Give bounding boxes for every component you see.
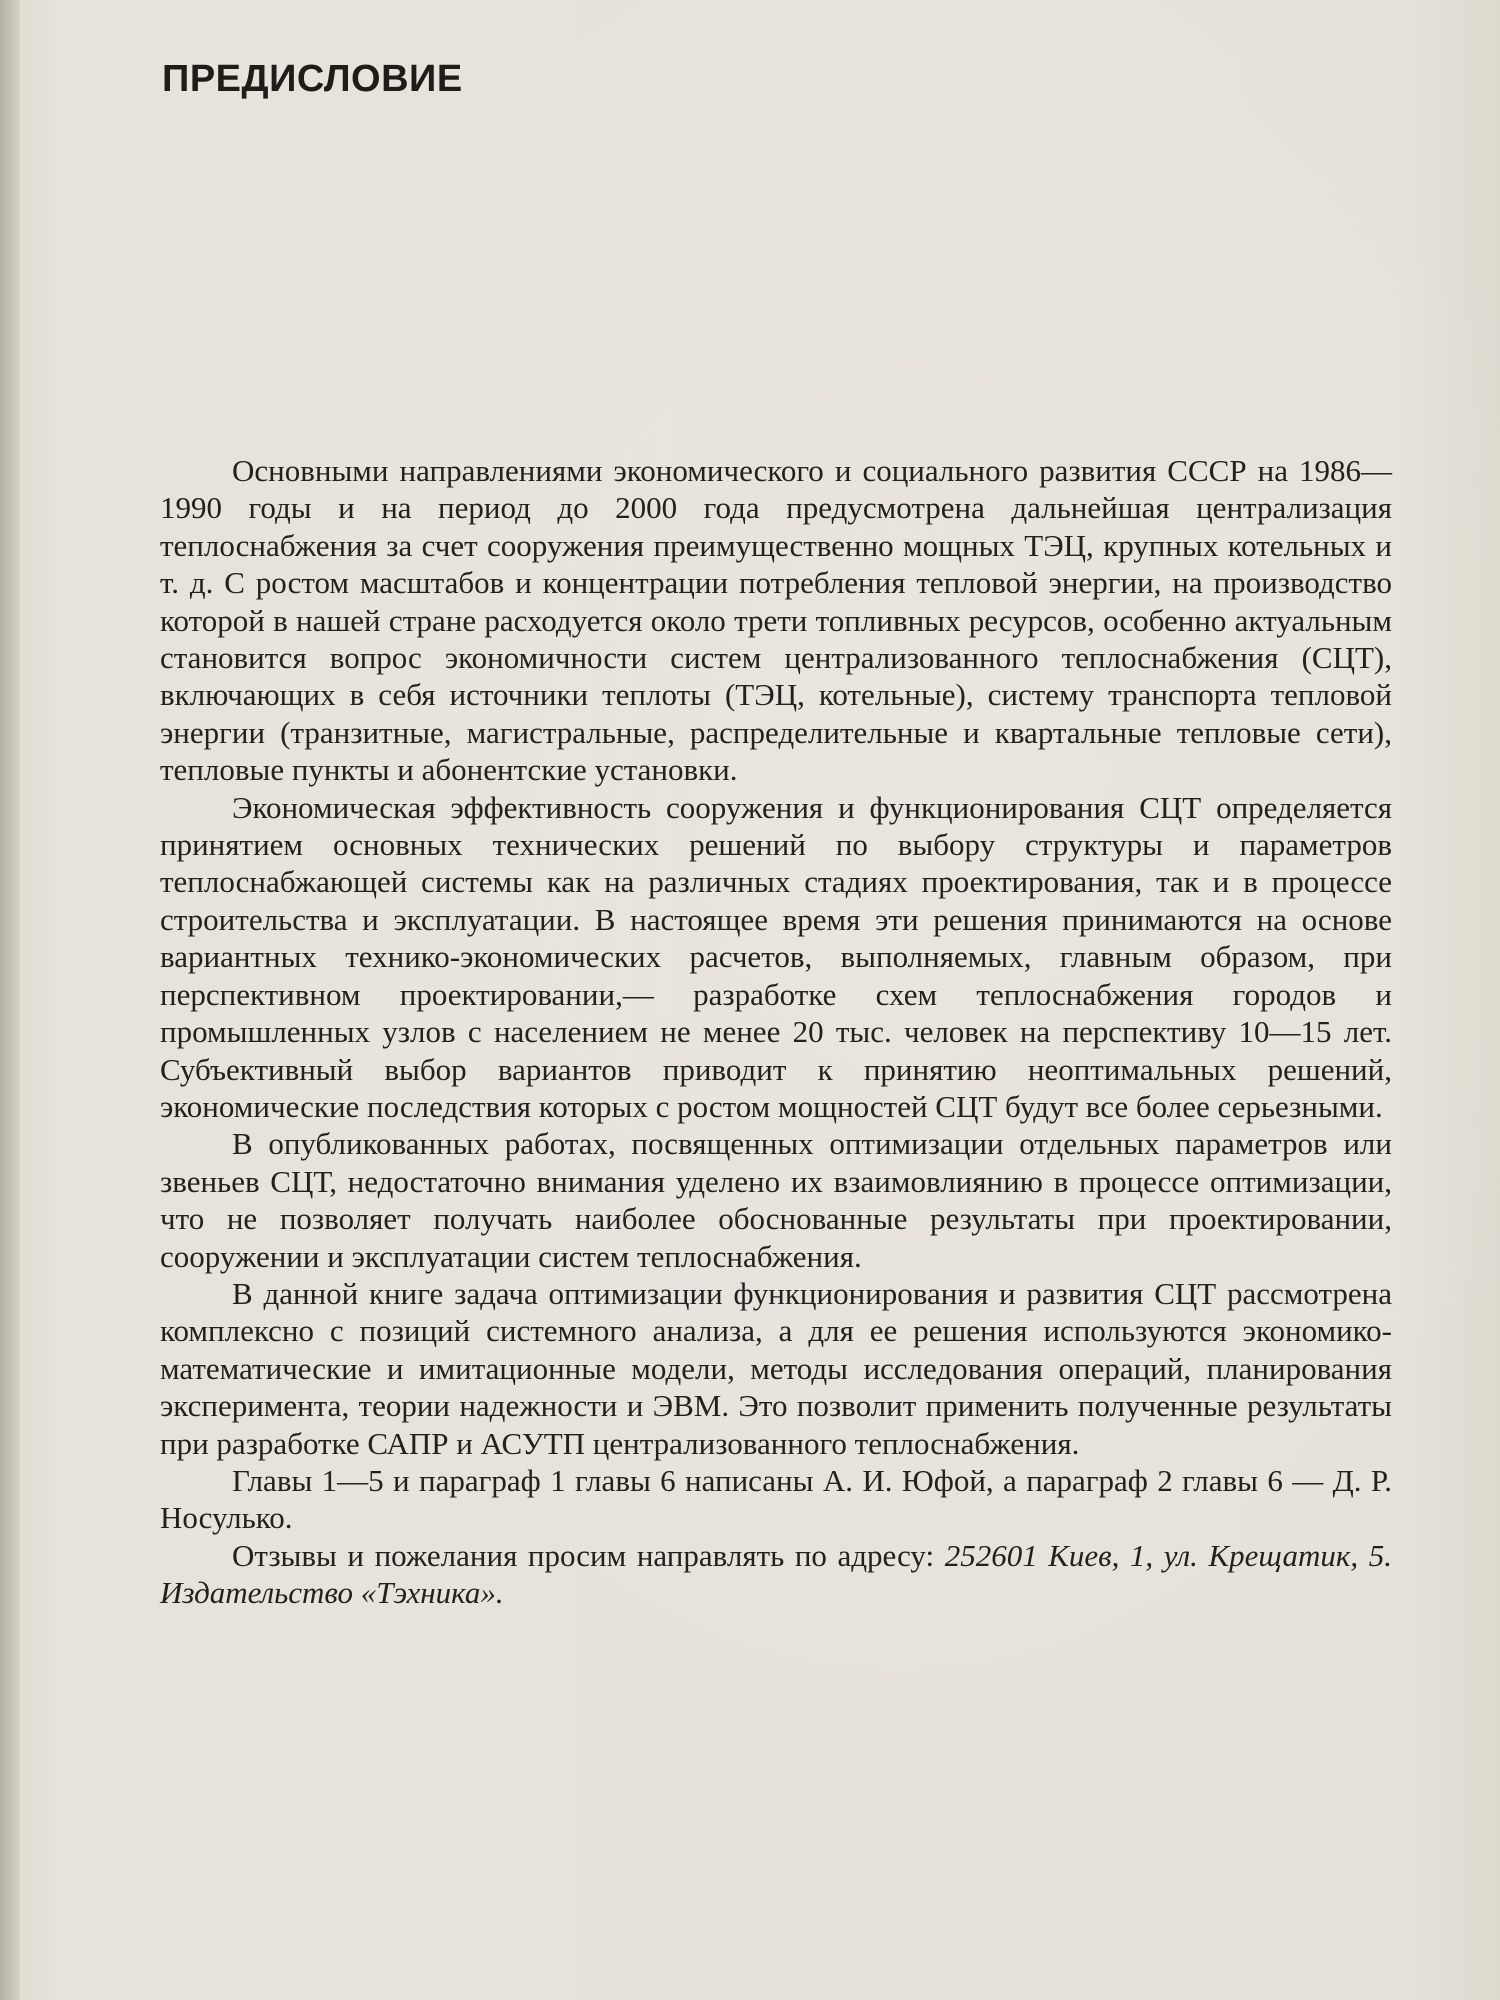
- page-heading: ПРЕДИСЛОВИЕ: [162, 58, 463, 100]
- paragraph-2: Экономическая эффективность сооружения и функционирования СЦТ определяется принятием основных технических решений по выбору структуры и параметров теплоснабжающей системы как на различных стадиях проектирования, так и в процессе строительства и эксплуатации. В настоящее время эти решения принимаются на основе вариантных технико-экономических расчетов, выполняемых, главным образом, при перспективном проектировании,— разработке схем теплоснабжения городов и промышленных узлов с населением не менее 20 тыс. человек на перспективу 10—15 лет. Субъективный выбор вариантов приводит к принятию неоптимальных решений, экономические последствия которых с ростом мощностей СЦТ будут все более серьезными.: [160, 789, 1392, 1124]
- paragraph-5: Главы 1—5 и параграф 1 главы 6 написаны А. И. Юфой, а параграф 2 главы 6 — Д. Р. Носулько.: [160, 1462, 1392, 1536]
- publisher-address: 252601 Киев, 1, ул. Крещатик, 5. Издательство «Тэхника».: [160, 1537, 1392, 1611]
- feedback-lead-text: Отзывы и пожелания просим направлять по адресу:: [232, 1537, 945, 1573]
- page-spine-edge: [0, 0, 20, 2000]
- preface-body: [160, 452, 1392, 1612]
- paragraph-1: Основными направлениями экономического и социального развития СССР на 1986—1990 годы и на период до 2000 года предусмотрена дальнейшая централизация теплоснабжения за счет сооружения преимущественно мощных ТЭЦ, крупных котельных и т. д. С ростом масштабов и концентрации потребления тепловой энергии, на производство которой в нашей стране расходуется около трети топливных ресурсов, особенно актуальным становится вопрос экономичности систем централизованного теплоснабжения (СЦТ), включающих в себя источники теплоты (ТЭЦ, котельные), систему транспорта тепловой энергии (транзитные, магистральные, распределительные и квартальные тепловые сети), тепловые пункты и абонентские установки.: [160, 453, 1392, 788]
- paragraph-3: В опубликованных работах, посвященных оптимизации отдельных параметров или звеньев СЦТ, недостаточно внимания уделено их взаимовлиянию в процессе оптимизации, что не позволяет получать наиболее обоснованные результаты при проектировании, сооружении и эксплуатации систем теплоснабжения.: [160, 1126, 1392, 1274]
- paragraph-feedback: [160, 1537, 1392, 1612]
- paragraph-4: В данной книге задача оптимизации функционирования и развития СЦТ рассмотрена комплексно с позиций системного анализа, а для ее решения используются экономико-математические и имитационные модели, методы исследования операций, планирования эксперимента, теории надежности и ЭВМ. Это позволит применить полученные результаты при разработке САПР и АСУТП централизованного теплоснабжения.: [160, 1275, 1392, 1461]
